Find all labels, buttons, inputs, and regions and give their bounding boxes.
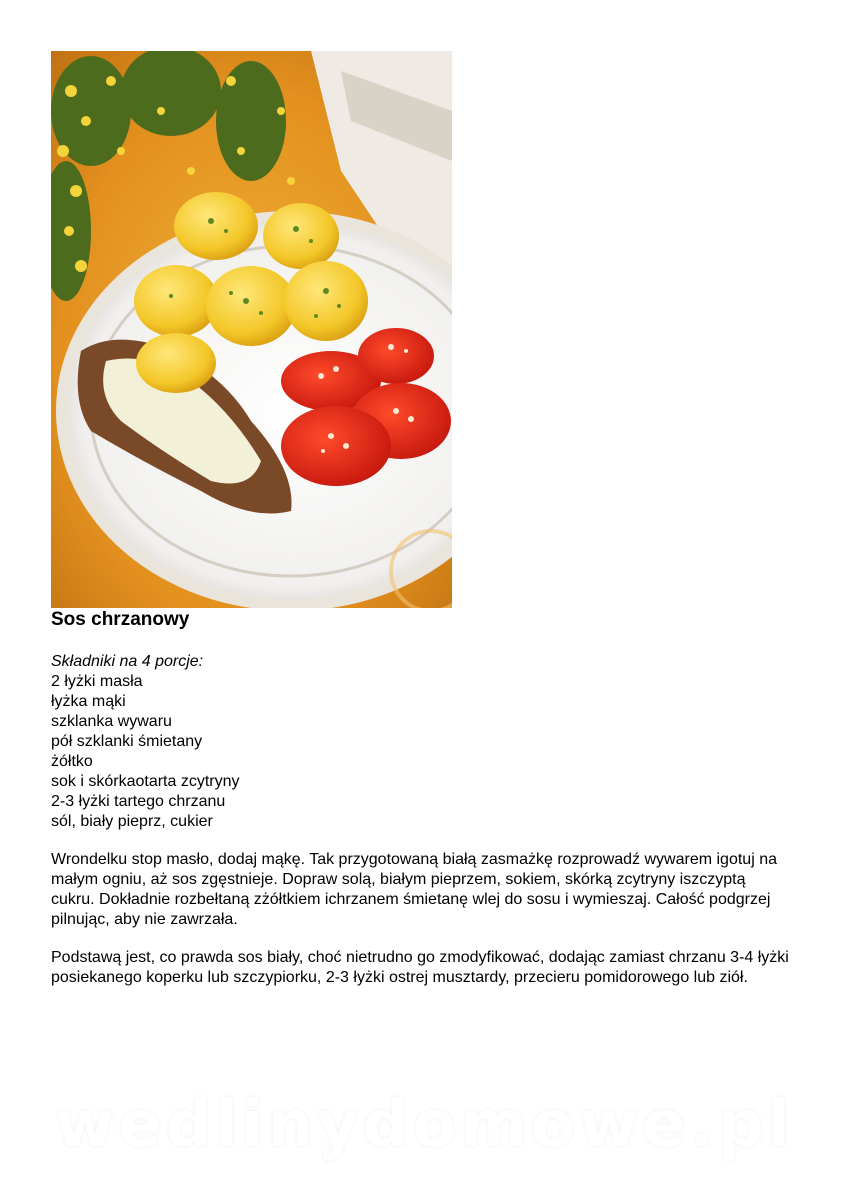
ingredient-item: 2-3 łyżki tartego chrzanu [51, 793, 226, 810]
watermark: wedlinydomowe.pl [55, 1088, 794, 1162]
ingredient-item: pół szklanki śmietany [51, 733, 203, 750]
ingredients-list [51, 652, 240, 832]
instructions-paragraph: Wrondelku stop masło, dodaj mąkę. Tak przygotowaną białą zasmażkę rozprowadź wywarem igotuj na małym ogniu, aż sos zgęstnieje. Dopraw solą, białym pieprzem, sokiem, skórką zcytryny iszczyptą cukru. Dokładnie rozbełtaną zżółtkiem ichrzanem śmietanę wlej do sosu i wymieszaj. Całość podgrzej pilnując, aby nie zawrzała. [51, 851, 777, 928]
ingredient-item: sól, biały pieprz, cukier [51, 813, 213, 830]
ingredient-item: sok i skórkaotarta zcytryny [51, 773, 240, 790]
ingredient-item: żółtko [51, 753, 93, 770]
ingredient-item: 2 łyżki masła [51, 673, 143, 690]
recipe-title: Sos chrzanowy [51, 609, 190, 630]
ingredients-heading: Składniki na 4 porcje: [51, 653, 204, 670]
food-photo [51, 51, 452, 608]
variations-paragraph: Podstawą jest, co prawda sos biały, choć nietrudno go zmodyfikować, dodając zamiast chrzanu 3-4 łyżki posiekanego koperku lub szczypiorku, 2-3 łyżki ostrej musztardy, przecieru pomidorowego lub ziół. [51, 949, 789, 986]
ingredient-item: łyżka mąki [51, 693, 126, 710]
ingredient-item: szklanka wywaru [51, 713, 172, 730]
